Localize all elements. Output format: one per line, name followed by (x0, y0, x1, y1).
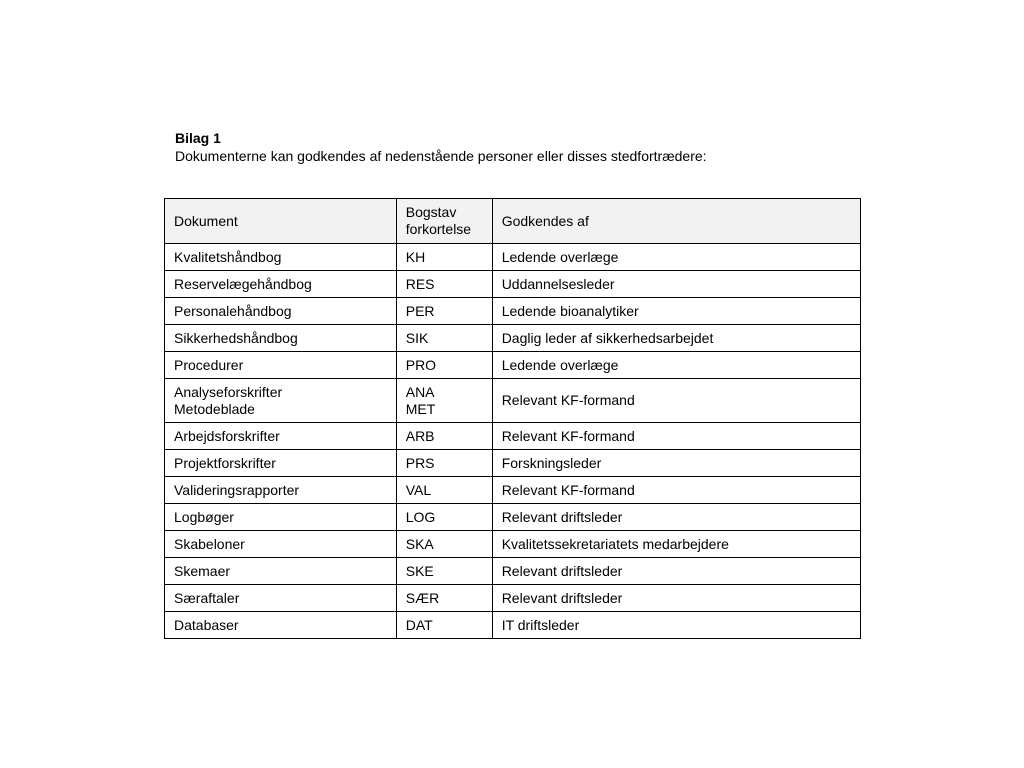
cell-document (165, 244, 397, 271)
cell-document (165, 504, 397, 531)
abbreviation-code: DAT (405, 616, 433, 633)
header-abbreviation-line1: Bogstav (405, 204, 457, 220)
cell-document (165, 352, 397, 379)
cell-approver: Forskningsleder (492, 450, 860, 477)
cell-approver: Relevant KF-formand (492, 379, 860, 423)
cell-abbreviation (396, 298, 492, 325)
cell-abbreviation (396, 325, 492, 352)
table-row (165, 531, 861, 558)
cell-document (165, 379, 397, 423)
abbreviation-code: PER (405, 302, 435, 319)
page-title: Bilag 1 (175, 130, 221, 146)
cell-document (165, 298, 397, 325)
abbreviation-code: PRO (405, 356, 437, 373)
table-row (165, 244, 861, 271)
cell-approver: Relevant driftsleder (492, 504, 860, 531)
cell-abbreviation (396, 558, 492, 585)
table-row (165, 298, 861, 325)
table-row (165, 352, 861, 379)
document-name: Logbøger (174, 508, 234, 525)
abbreviation-code: ANA (405, 383, 435, 400)
abbreviation-code: RES (405, 275, 435, 292)
table-row (165, 477, 861, 504)
header-document: Dokument (165, 199, 397, 244)
abbreviation-code: MET (405, 400, 436, 417)
table-row (165, 379, 861, 423)
cell-abbreviation (396, 504, 492, 531)
table-header-row (165, 199, 861, 244)
cell-document (165, 558, 397, 585)
document-name: Arbejdsforskrifter (174, 427, 280, 444)
cell-document (165, 477, 397, 504)
cell-approver: Kvalitetssekretariatets medarbejdere (492, 531, 860, 558)
cell-document (165, 423, 397, 450)
cell-abbreviation (396, 423, 492, 450)
cell-approver: Relevant KF-formand (492, 423, 860, 450)
page-subtitle: Dokumenterne kan godkendes af nedenstående personer eller disses stedfortrædere: (175, 148, 707, 164)
table-row (165, 271, 861, 298)
cell-document (165, 450, 397, 477)
abbreviation-code: SIK (405, 329, 429, 346)
cell-abbreviation (396, 477, 492, 504)
document-name: Særaftaler (174, 589, 240, 606)
table-row (165, 504, 861, 531)
abbreviation-code: SKE (405, 562, 434, 579)
cell-approver: Ledende bioanalytiker (492, 298, 860, 325)
document-name: Reservelægehåndbog (174, 275, 312, 292)
cell-approver: IT driftsleder (492, 612, 860, 639)
abbreviation-code: SÆR (405, 589, 440, 606)
cell-abbreviation (396, 531, 492, 558)
cell-document (165, 612, 397, 639)
cell-document (165, 585, 397, 612)
abbreviation-code: PRS (405, 454, 435, 471)
approval-table (164, 198, 861, 639)
abbreviation-code: VAL (405, 481, 432, 498)
document-name: Metodeblade (174, 400, 255, 417)
cell-approver: Relevant KF-formand (492, 477, 860, 504)
table-row (165, 558, 861, 585)
abbreviation-code: ARB (405, 427, 435, 444)
cell-approver: Relevant driftsleder (492, 558, 860, 585)
document-name: Sikkerhedshåndbog (174, 329, 298, 346)
heading-block (175, 129, 707, 165)
cell-abbreviation (396, 585, 492, 612)
cell-document (165, 325, 397, 352)
document-name: Databaser (174, 616, 239, 633)
cell-abbreviation (396, 612, 492, 639)
table-row (165, 612, 861, 639)
table-row (165, 325, 861, 352)
cell-approver: Ledende overlæge (492, 244, 860, 271)
table-row (165, 423, 861, 450)
cell-approver: Daglig leder af sikkerhedsarbejdet (492, 325, 860, 352)
cell-abbreviation (396, 352, 492, 379)
document-name: Skemaer (174, 562, 231, 579)
cell-approver: Relevant driftsleder (492, 585, 860, 612)
abbreviation-code: SKA (405, 535, 434, 552)
cell-document (165, 271, 397, 298)
document-name: Kvalitetshåndbog (174, 248, 282, 265)
document-name: Analyseforskrifter (174, 383, 283, 400)
cell-abbreviation (396, 450, 492, 477)
header-approver: Godkendes af (492, 199, 860, 244)
abbreviation-code: KH (405, 248, 426, 265)
document-name: Skabeloner (174, 535, 245, 552)
abbreviation-code: LOG (405, 508, 436, 525)
cell-approver: Ledende overlæge (492, 352, 860, 379)
table-body (165, 244, 861, 639)
header-abbreviation-line2: forkortelse (405, 221, 472, 237)
cell-document (165, 531, 397, 558)
document-name: Personalehåndbog (174, 302, 292, 319)
document-name: Valideringsrapporter (174, 481, 300, 498)
cell-abbreviation (396, 244, 492, 271)
document-name: Procedurer (174, 356, 244, 373)
table-row (165, 450, 861, 477)
table-row (165, 585, 861, 612)
cell-approver: Uddannelsesleder (492, 271, 860, 298)
cell-abbreviation (396, 379, 492, 423)
document-name: Projektforskrifter (174, 454, 276, 471)
cell-abbreviation (396, 271, 492, 298)
header-abbreviation (396, 199, 492, 244)
